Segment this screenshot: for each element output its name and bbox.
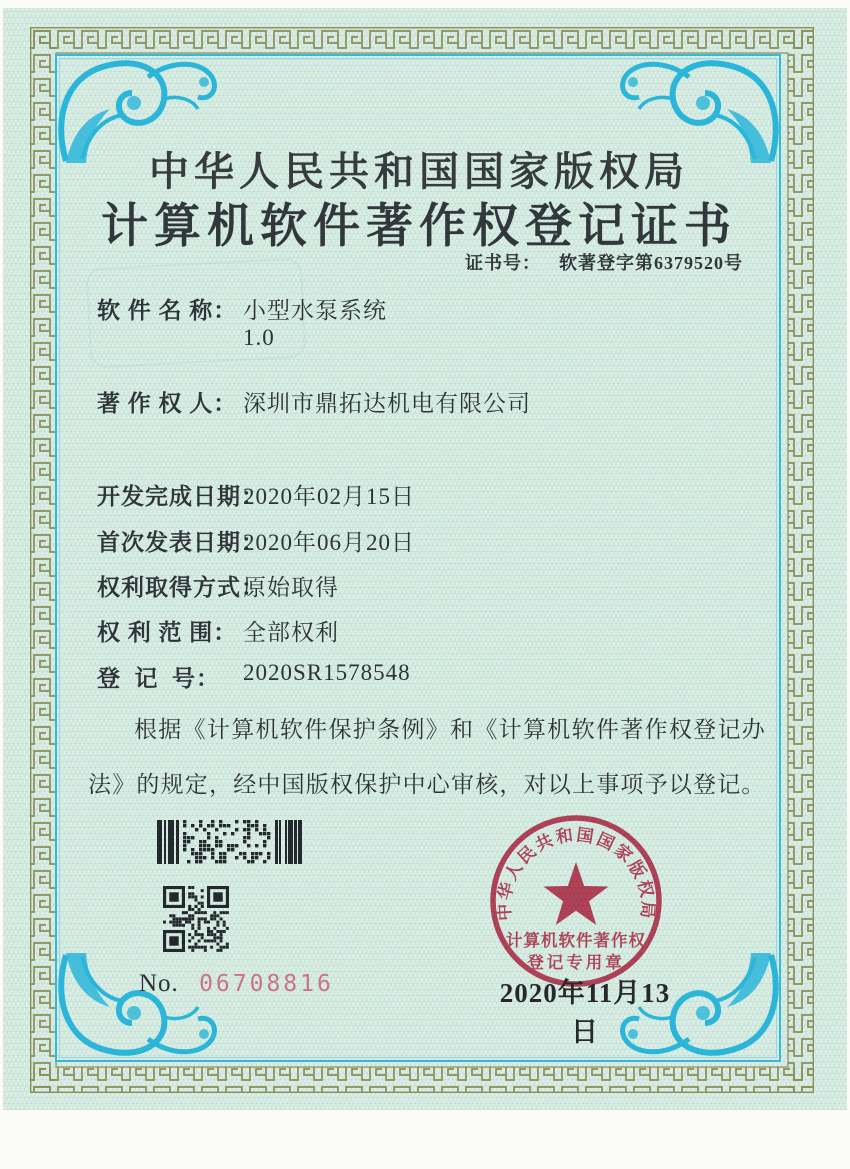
seal-ring-text: 中华人民共和国国家版权局 [494,825,658,922]
certificate-number-line [55,249,743,275]
certificate-number-label: 证书号： [465,253,541,273]
field-label-rights-scope: 权 利 范 围： [97,620,238,645]
barcode [157,820,303,864]
field-label-first-publish-date: 首次发表日期： [97,530,265,555]
certificate-number-value: 软著登字第6379520号 [559,253,743,273]
star-icon [544,862,609,925]
official-seal [487,812,665,990]
field-label-software-name: 软 件 名 称： [97,298,238,323]
serial-number-label: No. [139,970,179,997]
qr-code [163,886,229,952]
certificate-title: 计算机软件著作权登记证书 [101,201,737,253]
certificate-paper [3,8,847,1110]
field-value-software-name: 小型水泵系统 [243,298,387,323]
field-value-rights-scope: 全部权利 [243,620,339,645]
authority-title: 中华人民共和国国家版权局 [149,149,689,194]
issue-date: 2020年11月13日 [499,978,671,1047]
serial-number-line [139,970,334,998]
seal-line1: 计算机软件著作权 [506,931,646,950]
corner-flourish-icon [52,949,224,1065]
field-value-dev-complete-date: 2020年02月15日 [243,484,415,509]
field-label-copyright-owner: 著 作 权 人： [97,391,238,416]
field-value-rights-acquisition: 原始取得 [243,575,339,600]
registration-statement: 根据《计算机软件保护条例》和《计算机软件著作权登记办法》的规定，经中国版权保护中心审核，对以上事项予以登记。 [88,717,766,797]
field-value-software-version: 1.0 [243,325,275,350]
serial-number-value: 06708816 [199,971,334,997]
field-label-registration-number: 登 记 号： [97,666,220,691]
field-label-rights-acquisition: 权利取得方式： [97,575,265,600]
field-value-copyright-owner: 深圳市鼎拓达机电有限公司 [243,391,531,416]
field-value-registration-number: 2020SR1578548 [243,660,411,685]
field-value-first-publish-date: 2020年06月20日 [243,530,415,555]
field-label-dev-complete-date: 开发完成日期： [97,484,265,509]
seal-line2: 登记专用章 [527,953,625,972]
